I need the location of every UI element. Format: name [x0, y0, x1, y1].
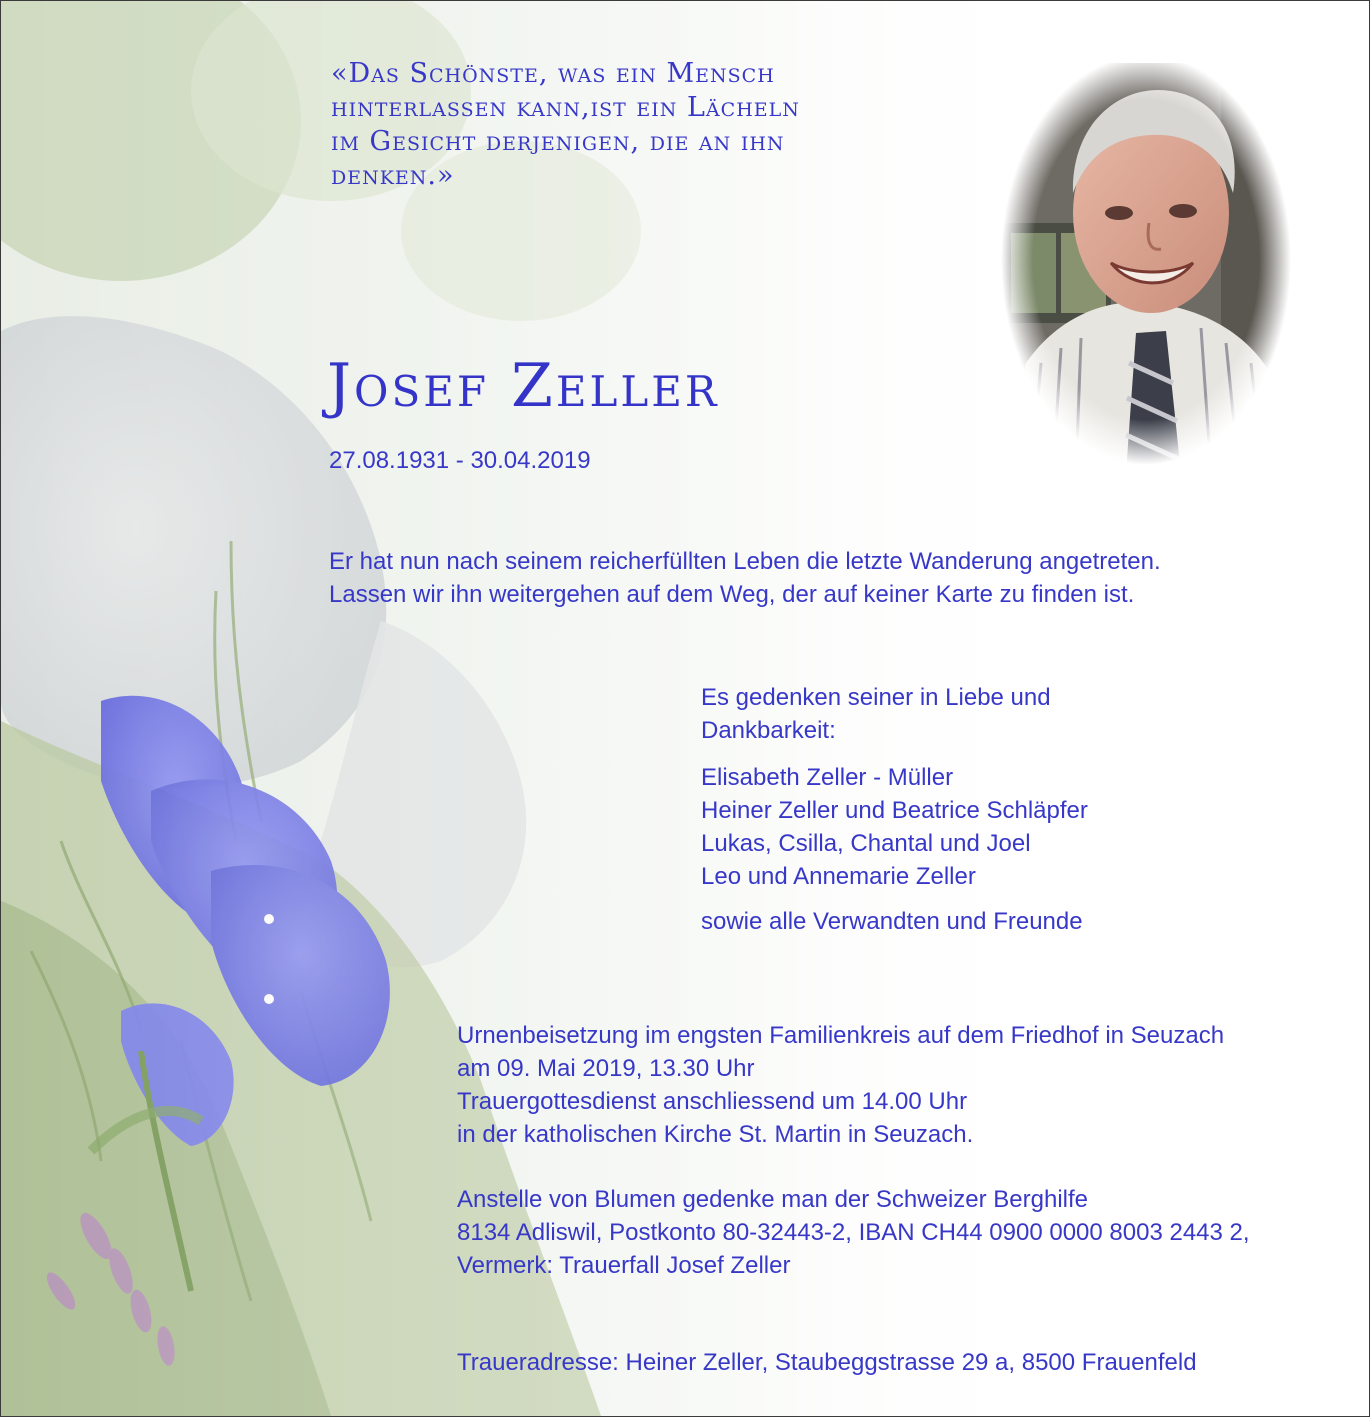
memorial-quote	[331, 57, 871, 193]
life-dates: 27.08.1931 - 30.04.2019	[329, 447, 591, 474]
intro-line: Er hat nun nach seinem reicherfüllten Leben die letzte Wanderung angetreten.	[329, 548, 1161, 575]
service-line: Trauergottesdienst anschliessend um 14.00 Uhr	[457, 1088, 968, 1115]
donation-line: 8134 Adliswil, Postkonto 80-32443-2, IBAN CH44 0900 0000 8003 2443 2,	[457, 1219, 1250, 1246]
service-line: am 09. Mai 2019, 13.30 Uhr	[457, 1055, 755, 1082]
intro-line: Lassen wir ihn weitergehen auf dem Weg, der auf keiner Karte zu finden ist.	[329, 581, 1135, 608]
quote-line: hinterlassen kann,ist ein Lächeln	[331, 92, 800, 123]
intro-text	[329, 545, 1161, 611]
mourning-address: Traueradresse: Heiner Zeller, Staubeggstrasse 29 a, 8500 Frauenfeld	[457, 1349, 1197, 1376]
mourners-block	[701, 681, 1088, 938]
mourner-name: Lukas, Csilla, Chantal und Joel	[701, 830, 1031, 857]
portrait-photo	[1001, 63, 1291, 473]
donation-line: Vermerk: Trauerfall Josef Zeller	[457, 1252, 791, 1279]
deceased-name: Josef Zeller	[327, 351, 720, 421]
mourners-closing: sowie alle Verwandten und Freunde	[701, 908, 1083, 935]
quote-line: «Das Schönste, was ein Mensch	[331, 58, 775, 89]
quote-line: denken.»	[331, 160, 455, 191]
mourner-name: Leo und Annemarie Zeller	[701, 863, 976, 890]
mourner-name: Heiner Zeller und Beatrice Schläpfer	[701, 797, 1088, 824]
service-line: in der katholischen Kirche St. Martin in Seuzach.	[457, 1121, 974, 1148]
mourners-heading-line: Es gedenken seiner in Liebe und	[701, 684, 1051, 711]
mourner-name: Elisabeth Zeller - Müller	[701, 764, 954, 791]
donation-details	[457, 1183, 1250, 1282]
service-details	[457, 1019, 1224, 1151]
mourners-heading-line: Dankbarkeit:	[701, 717, 836, 744]
quote-line: im Gesicht derjenigen, die an ihn	[331, 126, 785, 157]
donation-line: Anstelle von Blumen gedenke man der Schweizer Berghilfe	[457, 1186, 1089, 1213]
service-line: Urnenbeisetzung im engsten Familienkreis auf dem Friedhof in Seuzach	[457, 1022, 1225, 1049]
